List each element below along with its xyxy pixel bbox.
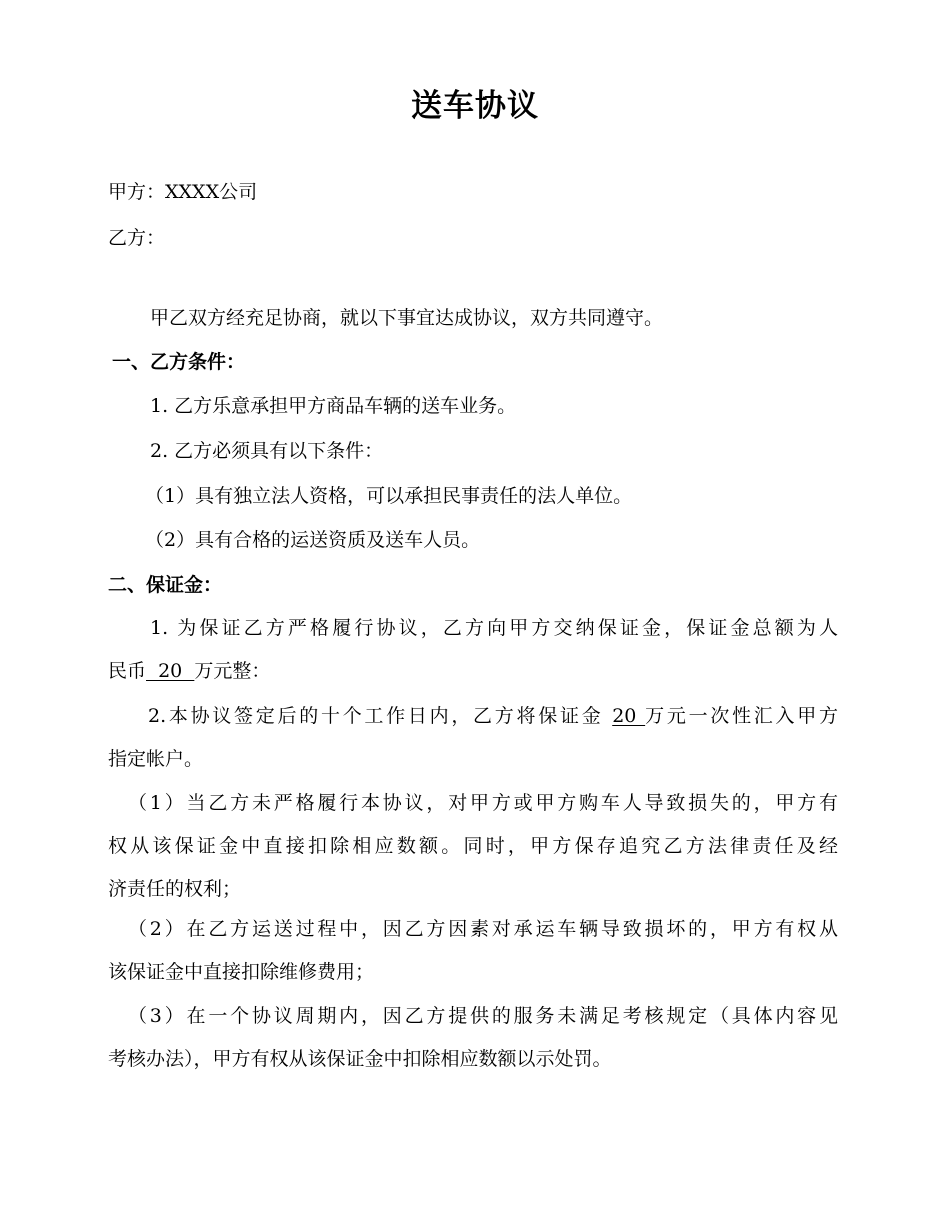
section2-p2-suffix: 万元一次性汇入甲方: [645, 705, 838, 727]
deposit-amount-2: 20: [612, 705, 646, 727]
section2-heading: 二、保证金：: [108, 574, 223, 596]
section2-p2-line2: 指定帐户。: [108, 748, 204, 770]
section2-p1-line2: [108, 657, 270, 685]
section1-item1: 1. 乙方乐意承担甲方商品车辆的送车业务。: [150, 395, 517, 417]
section1-sub1: （1）具有独立法人资格，可以承担民事责任的法人单位。: [145, 485, 633, 507]
section2-p1-prefix: 民币: [108, 660, 147, 682]
section2-p1-line1: 1. 为保证乙方严格履行协议，乙方向甲方交纳保证金，保证金总额为人: [150, 617, 838, 639]
section1-item2: 2. 乙方必须具有以下条件：: [150, 440, 384, 462]
document-title: 送车协议: [411, 88, 539, 124]
section1-sub2: （2）具有合格的运送资质及送车人员。: [145, 529, 481, 551]
clause1-line1: （1）当乙方未严格履行本协议，对甲方或甲方购车人导致损失的，甲方有: [128, 792, 838, 814]
section2-p2-line1: [148, 702, 838, 730]
clause1-line3: 济责任的权利；: [108, 878, 242, 900]
intro-paragraph: 甲乙双方经充足协商，就以下事宜达成协议，双方共同遵守。: [150, 307, 664, 329]
clause2-line2: 该保证金中直接扣除维修费用；: [108, 961, 375, 983]
section2-p1-suffix: 万元整：: [194, 660, 271, 682]
clause3-line1: （3）在一个协议周期内，因乙方提供的服务未满足考核规定（具体内容见: [128, 1005, 838, 1027]
party-b-line: 乙方：: [108, 227, 166, 249]
clause3-line2: 考核办法），甲方有权从该保证金中扣除相应数额以示处罚。: [108, 1048, 612, 1070]
section2-p2-prefix: 2.本协议签定后的十个工作日内，乙方将保证金: [148, 705, 613, 727]
deposit-amount-1: 20: [146, 660, 195, 682]
party-a-line: 甲方：XXXX公司: [108, 181, 258, 203]
clause2-line1: （2）在乙方运送过程中，因乙方因素对承运车辆导致损坏的，甲方有权从: [128, 918, 838, 940]
clause1-line2: 权从该保证金中直接扣除相应数额。同时，甲方保存追究乙方法律责任及经: [108, 835, 838, 857]
section1-heading: 一、乙方条件：: [112, 351, 246, 373]
